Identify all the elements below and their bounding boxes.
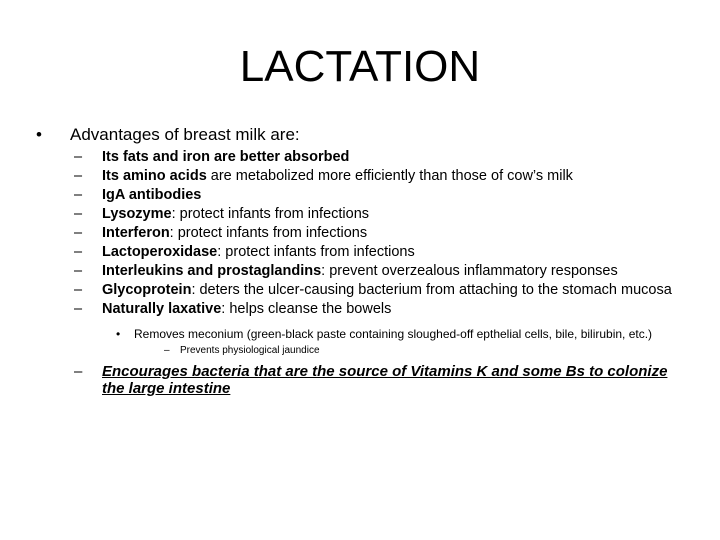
dash-icon: – <box>74 263 83 279</box>
item-description: : protect infants from infections <box>169 225 368 241</box>
bullet-icon: • <box>36 125 42 144</box>
list-item <box>74 243 694 262</box>
dash-icon: – <box>74 149 83 165</box>
sub-sub-bullet-text: Prevents physiological jaundice <box>180 345 320 356</box>
list-item <box>74 148 694 167</box>
item-description: : protect infants from infections <box>217 244 415 260</box>
item-description: : helps cleanse the bowels <box>221 301 392 317</box>
item-term: Its amino acids <box>102 168 207 184</box>
dash-icon: – <box>74 187 83 203</box>
sub-sub-bullet <box>164 344 694 357</box>
item-description: : deters the ulcer-causing bacterium from attaching to the stomach mucosa <box>191 282 672 298</box>
dash-icon: – <box>74 225 83 241</box>
list-item <box>74 300 694 319</box>
emphasized-item-text: Encourages bacteria that are the source of Vitamins K and some Bs to colonize the large intestine <box>102 363 668 397</box>
item-term: Lysozyme <box>102 206 172 222</box>
list-item <box>74 281 694 300</box>
item-term: Naturally laxative <box>102 301 222 317</box>
slide-title: LACTATION <box>239 42 481 91</box>
item-term: Interferon <box>102 225 170 241</box>
sub-bullet-text: Removes meconium (green-black paste containing sloughed-off epthelial cells, bile, bilirubin, etc.) <box>134 327 653 341</box>
item-term: Glycoprotein <box>102 282 192 298</box>
list-item <box>74 262 694 281</box>
dash-icon: – <box>164 345 170 356</box>
item-term: Interleukins and prostaglandins <box>102 263 322 279</box>
list-item <box>74 205 694 224</box>
item-term: Lactoperoxidase <box>102 244 218 260</box>
bullet-icon: • <box>116 327 121 341</box>
dash-icon: – <box>74 363 83 380</box>
item-description: : protect infants from infections <box>171 206 370 222</box>
sub-bullet <box>116 327 656 341</box>
list-item <box>74 167 694 186</box>
list-item <box>74 224 694 243</box>
list-item <box>74 186 694 205</box>
dash-icon: – <box>74 206 83 222</box>
list-item-emphasized <box>74 363 694 397</box>
main-bullet-text: Advantages of breast milk are: <box>70 125 300 144</box>
item-term: IgA antibodies <box>102 187 202 203</box>
dash-icon: – <box>74 282 83 298</box>
item-description: are metabolized more efficiently than those of cow’s milk <box>206 168 573 184</box>
item-term: Its fats and iron are better absorbed <box>102 149 350 165</box>
dash-icon: – <box>74 244 83 260</box>
item-description: : prevent overzealous inflammatory responses <box>321 263 618 279</box>
dash-icon: – <box>74 168 83 184</box>
dash-icon: – <box>74 301 83 317</box>
advantages-list <box>74 148 694 397</box>
